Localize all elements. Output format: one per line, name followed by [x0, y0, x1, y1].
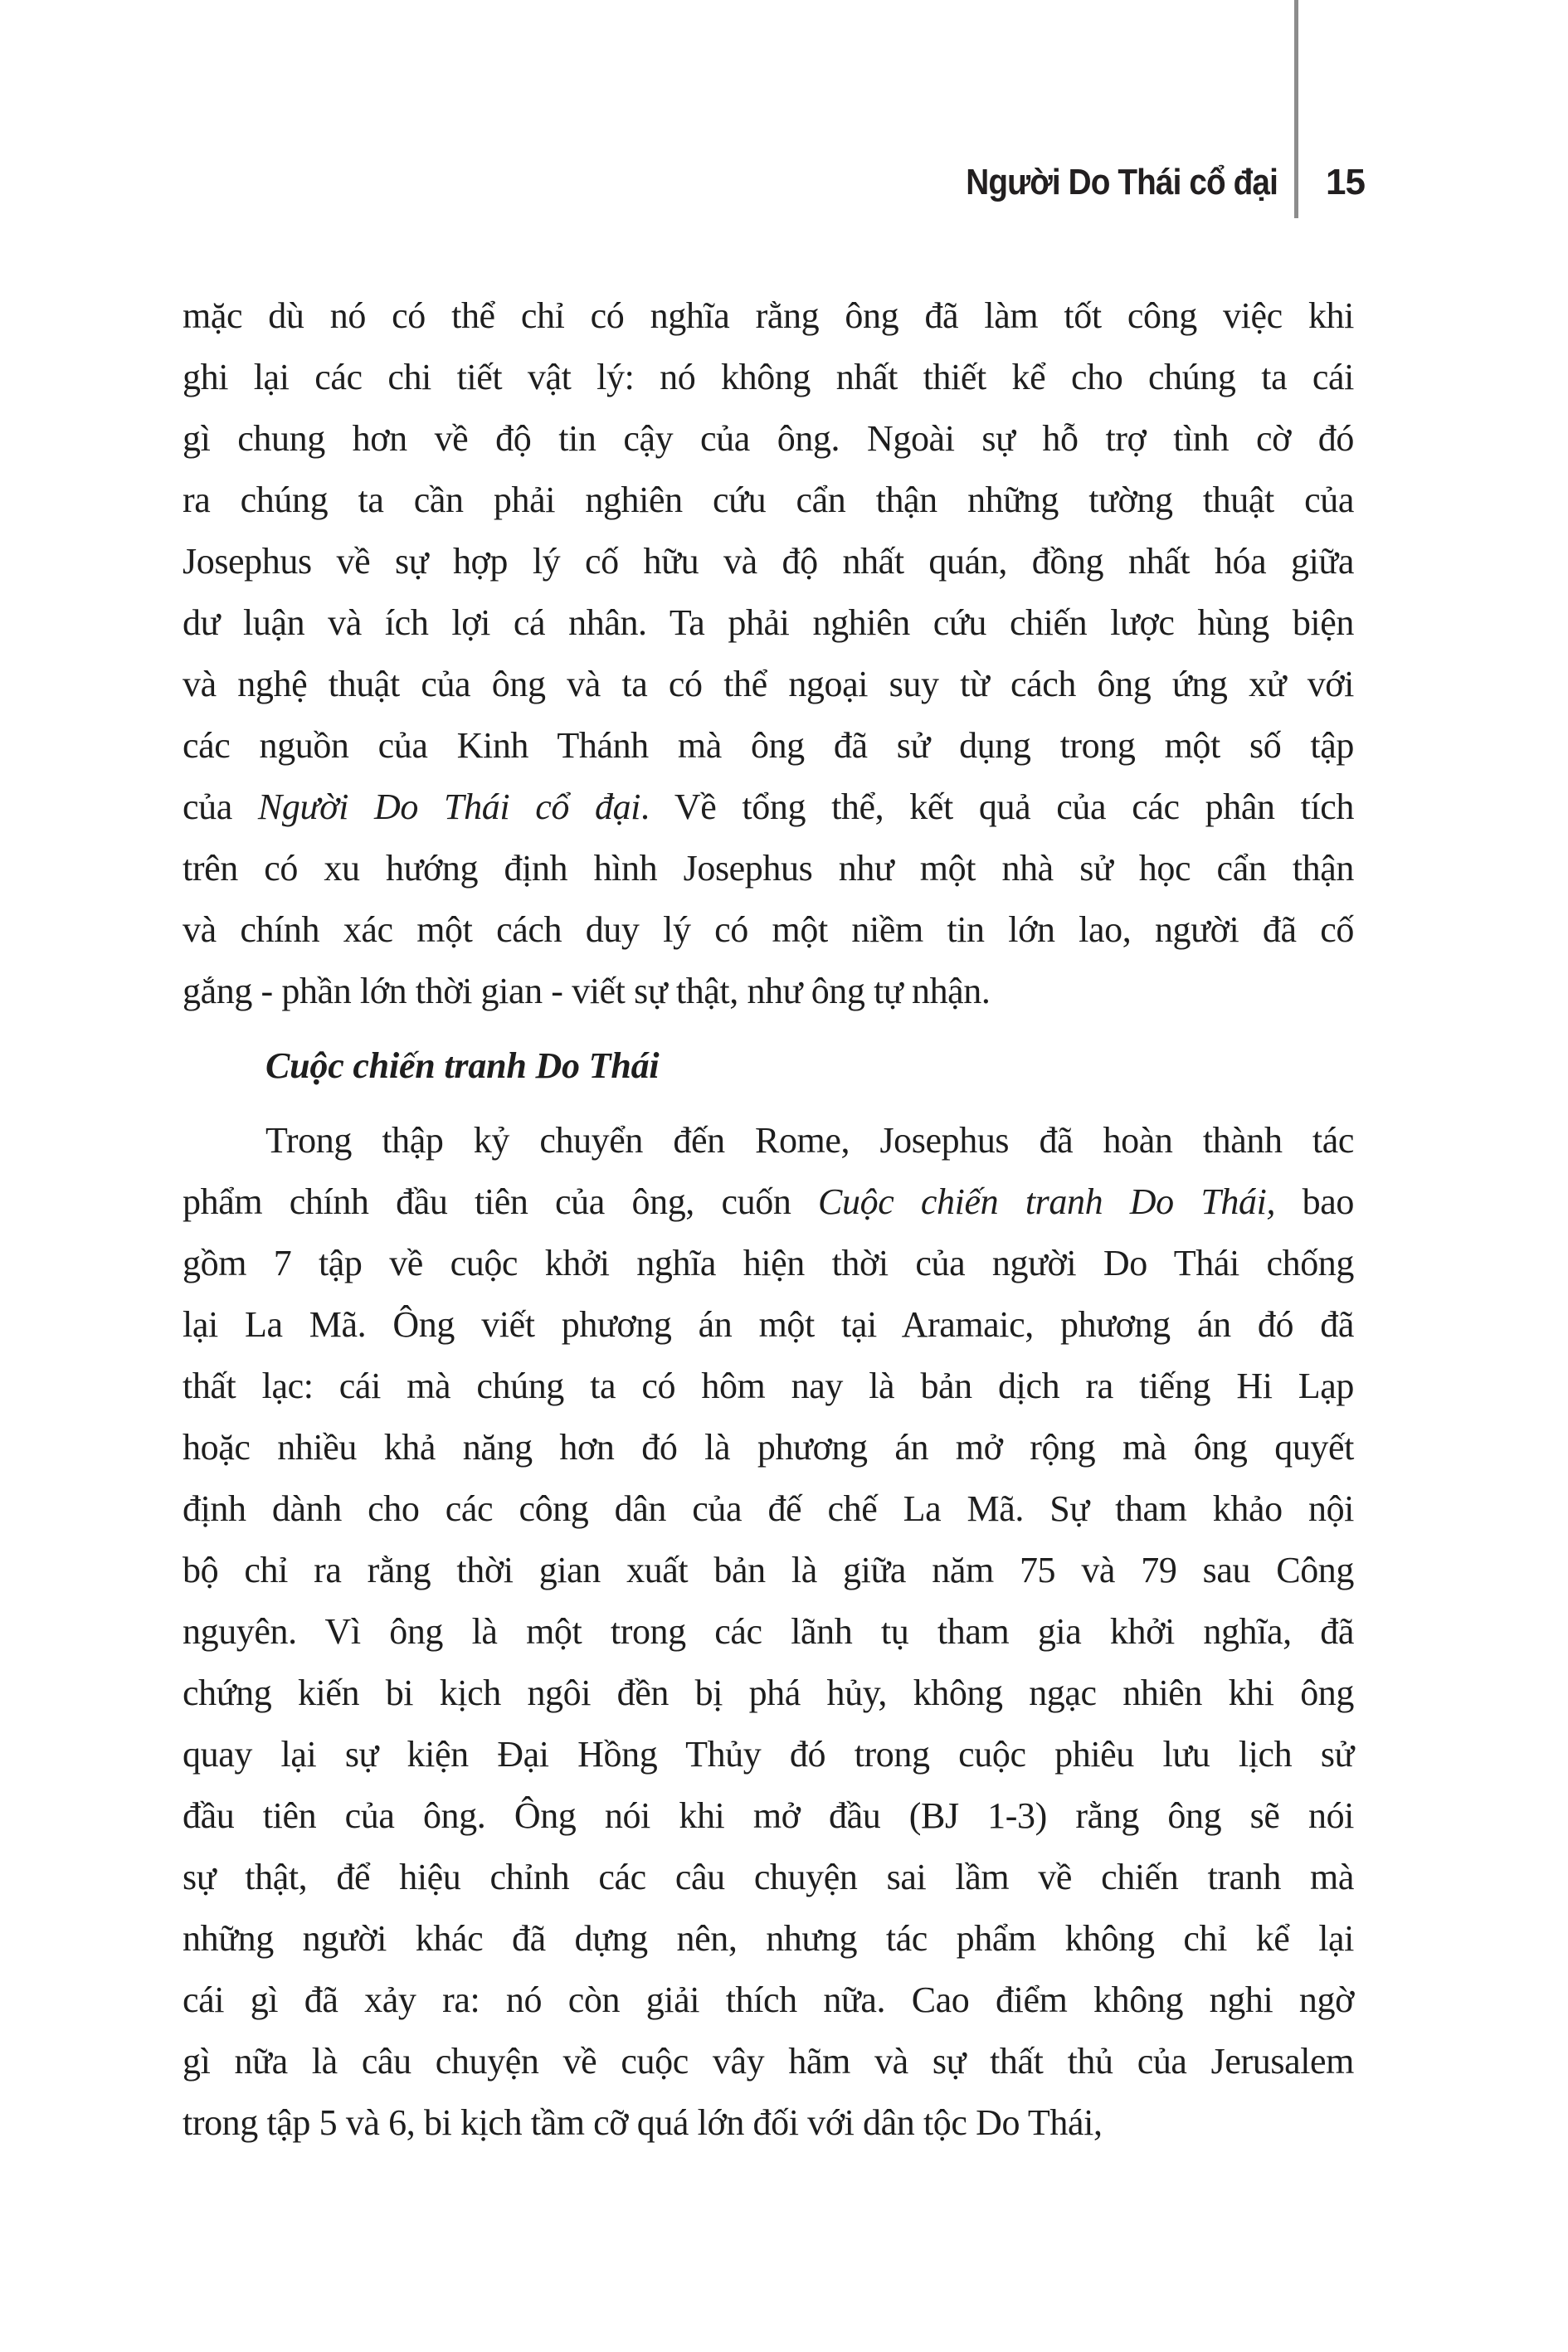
running-header — [0, 158, 1365, 207]
text-segment: những người khác đã dựng nên, nhưng tác phẩm không chỉ kể lại — [183, 1918, 1354, 1959]
text-segment: . Về tổng thể, kết quả của các phân tích — [640, 786, 1354, 827]
text-segment: và chính xác một cách duy lý có một niềm tin lớn lao, người đã cố — [183, 909, 1354, 950]
text-segment: thất lạc: cái mà chúng ta có hôm nay là bản dịch ra tiếng Hi Lạp — [183, 1366, 1354, 1406]
text-line — [183, 1601, 1354, 1663]
text-segment: và nghệ thuật của ông và ta có thể ngoại suy từ cách ông ứng xử với — [183, 664, 1354, 704]
text-segment: quay lại sự kiện Đại Hồng Thủy đó trong cuộc phiêu lưu lịch sử — [183, 1734, 1354, 1775]
text-segment: dư luận và ích lợi cá nhân. Ta phải nghiên cứu chiến lược hùng biện — [183, 602, 1354, 643]
text-segment: định dành cho các công dân của đế chế La Mã. Sự tham khảo nội — [183, 1488, 1354, 1529]
text-line — [183, 1970, 1354, 2031]
text-segment: đầu tiên của ông. Ông nói khi mở đầu (BJ 1-3) rằng ông sẽ nói — [183, 1795, 1354, 1836]
text-line — [183, 961, 1354, 1022]
text-segment: trên có xu hướng định hình Josephus như một nhà sử học cẩn thận — [183, 848, 1354, 889]
text-segment: của — [183, 786, 258, 827]
text-segment: Trong thập kỷ chuyển đến Rome, Josephus đã hoàn thành tác — [265, 1120, 1354, 1161]
page-number: 15 — [1326, 162, 1365, 202]
text-segment: chứng kiến bi kịch ngôi đền bị phá hủy, không ngạc nhiên khi ông — [183, 1673, 1354, 1713]
text-segment: lại La Mã. Ông viết phương án một tại Aramaic, phương án đó đã — [183, 1304, 1354, 1345]
text-line — [183, 1110, 1354, 1171]
text-line — [183, 347, 1354, 408]
text-segment: gì nữa là câu chuyện về cuộc vây hãm và sự thất thủ của Jerusalem — [183, 2041, 1354, 2082]
section-heading: Cuộc chiến tranh Do Thái — [265, 1045, 660, 1086]
italic-book-title: Cuộc chiến tranh Do Thái, — [818, 1181, 1276, 1222]
text-line — [183, 408, 1354, 470]
text-line — [183, 1540, 1354, 1601]
text-segment: cái gì đã xảy ra: nó còn giải thích nữa. Cao điểm không nghi ngờ — [183, 1979, 1354, 2020]
text-line — [183, 1663, 1354, 1724]
text-line — [183, 531, 1354, 592]
text-segment: hoặc nhiều khả năng hơn đó là phương án mở rộng mà ông quyết — [183, 1427, 1354, 1468]
text-line — [183, 1847, 1354, 1908]
text-segment: Josephus về sự hợp lý cố hữu và độ nhất quán, đồng nhất hóa giữa — [183, 541, 1354, 582]
text-segment: các nguồn của Kinh Thánh mà ông đã sử dụng trong một số tập — [183, 725, 1354, 766]
text-line — [183, 2092, 1354, 2154]
text-segment: ghi lại các chi tiết vật lý: nó không nhất thiết kể cho chúng ta cái — [183, 357, 1354, 397]
text-line — [183, 2031, 1354, 2092]
text-line — [183, 1417, 1354, 1478]
body-text — [183, 285, 1354, 2154]
text-line — [183, 470, 1354, 531]
text-line — [183, 777, 1354, 838]
text-line — [183, 592, 1354, 654]
text-segment: sự thật, để hiệu chỉnh các câu chuyện sai lầm về chiến tranh mà — [183, 1857, 1354, 1897]
text-line — [183, 1294, 1354, 1356]
italic-book-title: Người Do Thái cổ đại — [257, 786, 641, 827]
text-segment: mặc dù nó có thể chỉ có nghĩa rằng ông đã làm tốt công việc khi — [183, 295, 1354, 336]
text-line — [183, 1171, 1354, 1233]
text-segment: bao — [1275, 1181, 1354, 1222]
text-segment: trong tập 5 và 6, bi kịch tầm cỡ quá lớn đối với dân tộc Do Thái, — [183, 2102, 1103, 2143]
text-line — [183, 1356, 1354, 1417]
text-segment: ra chúng ta cần phải nghiên cứu cẩn thận những tường thuật của — [183, 480, 1354, 520]
text-segment: gồm 7 tập về cuộc khởi nghĩa hiện thời của người Do Thái chống — [183, 1243, 1354, 1283]
text-segment: nguyên. Vì ông là một trong các lãnh tụ tham gia khởi nghĩa, đã — [183, 1611, 1354, 1652]
text-line — [183, 654, 1354, 715]
text-line — [183, 1785, 1354, 1847]
text-line — [183, 1233, 1354, 1294]
text-line — [183, 715, 1354, 777]
running-header-title: Người Do Thái cổ đại — [966, 162, 1278, 202]
text-line — [183, 285, 1354, 347]
text-line — [183, 1724, 1354, 1785]
text-segment: gì chung hơn về độ tin cậy của ông. Ngoài sự hỗ trợ tình cờ đó — [183, 418, 1354, 459]
text-line — [183, 838, 1354, 899]
text-segment: gắng - phần lớn thời gian - viết sự thật, như ông tự nhận. — [183, 971, 991, 1011]
text-line — [183, 1908, 1354, 1970]
text-line — [183, 899, 1354, 961]
text-line — [183, 1478, 1354, 1540]
text-segment: phẩm chính đầu tiên của ông, cuốn — [183, 1181, 819, 1222]
text-segment: bộ chỉ ra rằng thời gian xuất bản là giữa năm 75 và 79 sau Công — [183, 1550, 1354, 1590]
